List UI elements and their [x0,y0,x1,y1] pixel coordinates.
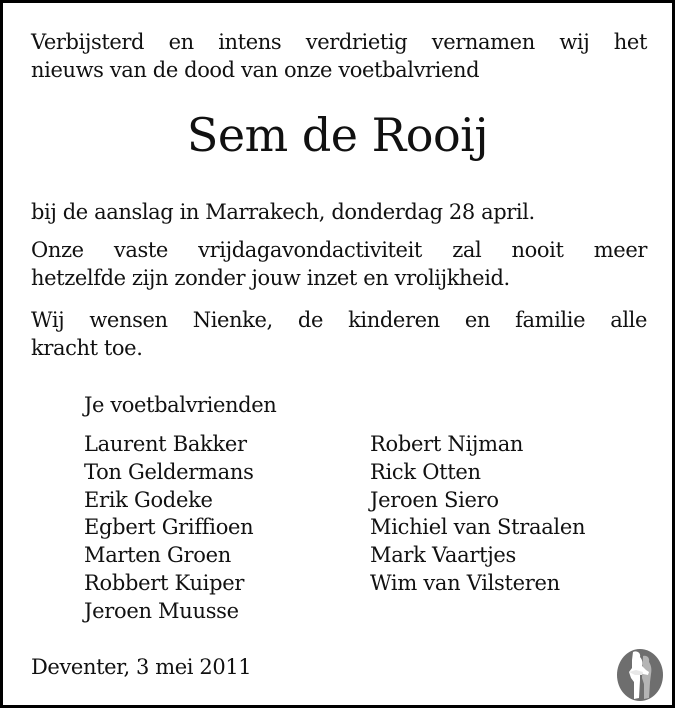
name-item: Marten Groen [84,543,231,568]
embracing-figures-icon [616,648,664,702]
name-item: Jeroen Muusse [84,598,239,623]
names-list-left [84,431,254,626]
place-date: Deventer, 3 mei 2011 [31,655,252,679]
intro-line-2: nieuws van de dood van onze voetbalvriend [31,58,480,82]
name-item: Egbert Griffioen [84,515,254,540]
name-item: Robert Nijman [370,432,524,456]
event-paragraph [31,198,647,226]
wish-paragraph [31,306,647,362]
deceased-name: Sem de Rooij [186,108,489,162]
intro-paragraph [31,28,647,84]
name-item: Rick Otten [370,459,481,484]
name-item: Jeroen Siero [370,487,499,512]
wish-line-2: kracht toe. [31,336,143,360]
name-item: Erik Godeke [84,487,213,512]
name-item: Wim van Vilsteren [370,570,560,595]
activity-paragraph [31,236,647,292]
wish-line-1: Wij wensen Nienke, de kinderen en familie alle [31,308,647,332]
name-item: Ton Geldermans [84,459,254,484]
name-item: Robbert Kuiper [84,570,245,595]
activity-line-2: hetzelfde zijn zonder jouw inzet en vrolijkheid. [31,266,510,290]
name-item: Michiel van Straalen [370,515,586,540]
intro-line-1: Verbijsterd en intens verdrietig vernamen wij het [31,30,647,54]
name-item: Mark Vaartjes [370,543,517,568]
signoff: Je voetbalvrienden [84,393,277,417]
names-list-right [370,431,585,598]
activity-line-1: Onze vaste vrijdagavondactiviteit zal nooit meer [31,238,647,262]
name-item: Laurent Bakker [84,432,247,456]
event-line: bij de aanslag in Marrakech, donderdag 28 april. [31,200,535,224]
